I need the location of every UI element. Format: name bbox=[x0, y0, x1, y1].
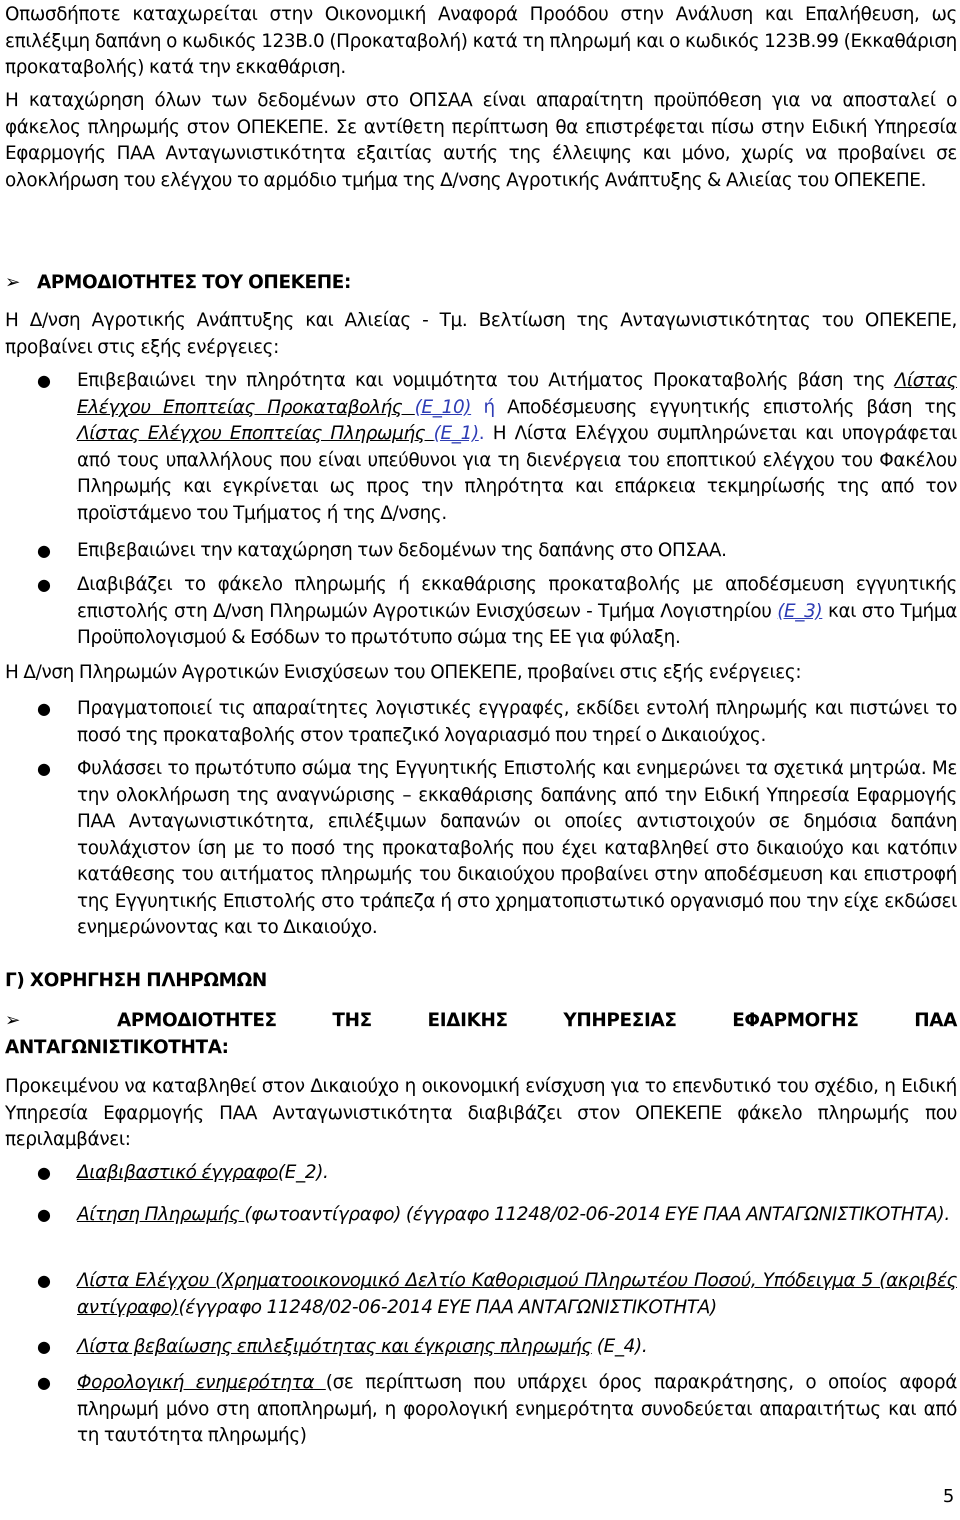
bullet-icon: ● bbox=[37, 1163, 51, 1182]
bullet-icon: ● bbox=[37, 699, 51, 718]
list-item: ● Επιβεβαιώνει την καταχώρηση των δεδομένων της δαπάνης στο ΟΠΣΑΑ. bbox=[5, 538, 957, 565]
link-checklist-payment[interactable]: Λίστας Ελέγχου Εποπτείας Πληρωμής bbox=[77, 423, 434, 444]
text: Η καταχώρηση όλων των δεδομένων στο ΟΠΣΑΑ είναι απαραίτητη προϋπόθεση για να αποσταλεί ο φάκελος πληρωμής στον ΟΠΕΚΕΠΕ. bbox=[5, 90, 957, 138]
list-item: ● Λίστα βεβαίωσης επιλεξιμότητας και έγκρισης πληρωμής (Ε_4). bbox=[5, 1334, 957, 1361]
bullet-icon: ● bbox=[37, 1337, 51, 1356]
list-item: ● Λίστα Ελέγχου (Χρηματοοικονομικό Δελτίο Καθορισμού Πληρωτέου Ποσού, Υπόδειγμα 5 (ακριβές αντίγραφο)(έγγραφο 11248/02-06-2014 ΕΥΕ ΠΑΑ ΑΝΤΑΓΩΝΙΣΤΙΚΟΤΗΤΑ) bbox=[37, 1270, 957, 1318]
bullet-icon: ● bbox=[37, 1271, 51, 1290]
list-item: ● Επιβεβαιώνει την πληρότητα και νομιμότητα του Αιτήματος Προκαταβολής βάση της Λίστας Ελέγχου Εποπτείας Προκαταβολής (Ε_10) ή Αποδέσμευσης εγγυητικής επιστολής βάση της Λίστας Ελέγχου Εποπτείας Πληρωμής (Ε_1). Η Λίστα Ελέγχου συμπληρώνεται και υπογράφεται από τους υπαλλήλους που είναι υπεύθυνοι για τη διενέργεια του εποπτικού ελέγχου του Φακέλου Πληρωμής και εγκρίνεται ως προς την πληρότητα και επάρκεια τεκμηρίωσής της από τον προϊστάμενο του Τμήματος ή της Δ/νσης. bbox=[37, 370, 957, 524]
paragraph-payments-directorate: Η Δ/νση Πληρωμών Αγροτικών Ενισχύσεων του ΟΠΕΚΕΠΕ, προβαίνει στις εξής ενέργειες: bbox=[5, 662, 802, 683]
text: Σε αντίθετη περίπτωση θα επιστρέφεται πίσω στην Ειδική Υπηρεσία Εφαρμογής ΠΑΑ Ανταγωνιστικότητα εξαιτίας αυτής της έλλειψης και μόνο, χωρίς να προβαίνει σε ολοκλήρωση του ελέγχου το αρμόδιο τμήμα της Δ/νσης Αγροτικής Ανάπτυξης & Αλιείας του ΟΠΕΚΕΠΕ. bbox=[5, 116, 958, 191]
list-item: ● Πραγματοποιεί τις απαραίτητες λογιστικές εγγραφές, εκδίδει εντολή πληρωμής και πιστώνει το ποσό της προκαταβολής στον τραπεζικό λογαριασμό που τηρεί ο Δικαιούχος. bbox=[37, 698, 957, 746]
bullet-icon: ● bbox=[37, 759, 51, 778]
text: Οπωσδήποτε καταχωρείται στην Οικονομική Αναφορά Προόδου στην Ανάλυση και Επαλήθευση, ως επιλέξιμη δαπάνη ο κωδικός 123Β.0 (Προκαταβολή) κατά τη πληρωμή και ο κωδικός 123Β.99 (Εκκαθάριση προκαταβολής) κατά την εκκαθάριση. bbox=[5, 4, 957, 78]
ref-e1: (Ε_1) bbox=[433, 423, 479, 444]
list-item: ● Διαβιβαστικό έγγραφο(Ε_2). bbox=[5, 1160, 957, 1187]
paragraph-payment-file: Προκειμένου να καταβληθεί στον Δικαιούχο η οικονομική ενίσχυση για το επενδυτικό του σχέδιο, η Ειδική Υπηρεσία Εφαρμογής ΠΑΑ Ανταγωνιστικότητα διαβιβάζει στον ΟΠΕΚΕΠΕ φάκελο πληρωμής που περιλαμβάνει: bbox=[5, 1076, 957, 1150]
link-checklist-advance[interactable]: Λίστας Ελέγχου Εποπτείας Προκαταβολής bbox=[77, 370, 957, 418]
link-checklist-financial[interactable]: Λίστα Ελέγχου (Χρηματοοικονομικό Δελτίο Καθορισμού Πληρωτέου Ποσού, Υπόδειγμα 5 (ακριβές αντίγραφο) bbox=[77, 1270, 957, 1318]
list-item: ● Αίτηση Πληρωμής (φωτοαντίγραφο) (έγγραφο 11248/02-06-2014 ΕΥΕ ΠΑΑ ΑΝΤΑΓΩΝΙΣΤΙΚΟΤΗΤΑ). bbox=[5, 1202, 957, 1229]
arrow-bullet-icon: ➢ bbox=[5, 272, 21, 293]
list-item: ● Φορολογική ενημερότητα (σε περίπτωση που υπάρχει όρος παρακράτησης, ο οποίος αφορά πληρωμή μόνο στη αποπληρωμή, η φορολογική ενημερότητα συνοδεύεται απαραιτήτως και από τη ταυτότητα πληρωμής) bbox=[37, 1372, 957, 1446]
bullet-icon: ● bbox=[37, 541, 51, 560]
bullet-icon: ● bbox=[37, 1373, 51, 1392]
section-heading: Γ) ΧΟΡΗΓΗΣΗ ΠΛΗΡΩΜΩΝ bbox=[5, 970, 267, 991]
ref-e3: (Ε_3) bbox=[777, 600, 823, 622]
ref-e10: (Ε_10) bbox=[414, 396, 472, 418]
paragraph-directorate: Η Δ/νση Αγροτικής Ανάπτυξης και Αλιείας - Τμ. Βελτίωση της Ανταγωνιστικότητας του ΟΠΕΚΕΠΕ, προβαίνει στις εξής ενέργειες: bbox=[5, 310, 957, 358]
page-number: 5 bbox=[942, 1486, 954, 1507]
bullet-icon: ● bbox=[37, 371, 51, 390]
list-item: ● Φυλάσσει το πρωτότυπο σώμα της Εγγυητικής Επιστολής και ενημερώνει τα σχετικά μητρώα. Με την ολοκλήρωση της αναγνώρισης – εκκαθάρισης δαπάνης από την Ειδική Υπηρεσία Εφαρμογής ΠΑΑ Ανταγωνιστικότητα, επιλέξιμων δαπανών οι οποίες αντιστοιχούν σε δημόσια δαπάνη τουλάχιστον ίση με το ποσό της προκαταβολής που έχει καταβληθεί στο δικαιούχο και κατόπιν κατάθεσης του αιτήματος πληρωμής του δικαιούχου προβαίνει στην αποδέσμευση και επιστροφή της Εγγυητικής Επιστολής στο τράπεζα ή στο χρηματοπιστωτικό οργανισμό που την είχε εκδώσει ενημερώνοντας και το Δικαιούχο. bbox=[37, 758, 957, 938]
bullet-icon: ● bbox=[37, 1205, 51, 1224]
paragraph-registration bbox=[5, 88, 957, 194]
heading-opekepe-duties: ➢ ΑΡΜΟΔΙΟΤΗΤΕΣ ΤΟΥ ΟΠΕΚΕΠΕ: bbox=[5, 270, 351, 297]
arrow-bullet-icon: ➢ bbox=[5, 1010, 21, 1031]
list-item: ● Διαβιβάζει το φάκελο πληρωμής ή εκκαθάρισης προκαταβολής με αποδέσμευση εγγυητικής επιστολής στη Δ/νση Πληρωμών Αγροτικών Ενισχύσεων - Τμήμα Λογιστηρίου (Ε_3) και στο Τμήμα Προϋπολογισμού & Εσόδων το πρωτότυπο σώμα της ΕΕ για φύλαξη. bbox=[37, 574, 957, 648]
link-eligibility-list[interactable]: Λίστα βεβαίωσης επιλεξιμότητας και έγκρισης πληρωμής bbox=[77, 1336, 592, 1357]
paragraph-reporting bbox=[5, 2, 957, 82]
link-payment-request[interactable]: Αίτηση Πληρωμής bbox=[77, 1204, 245, 1225]
link-tax-clearance[interactable]: Φορολογική ενημερότητα bbox=[77, 1372, 326, 1393]
bullet-icon: ● bbox=[37, 575, 51, 594]
link-transmittal[interactable]: Διαβιβαστικό έγγραφο bbox=[77, 1162, 278, 1183]
heading-special-service-duties: ➢ ΑΡΜΟΔΙΟΤΗΤΕΣ ΤΗΣ ΕΙΔΙΚΗΣ ΥΠΗΡΕΣΙΑΣ ΕΦΑΡΜΟΓΗΣ ΠΑΑ ΑΝΤΑΓΩΝΙΣΤΙΚΟΤΗΤΑ: bbox=[5, 1010, 957, 1058]
